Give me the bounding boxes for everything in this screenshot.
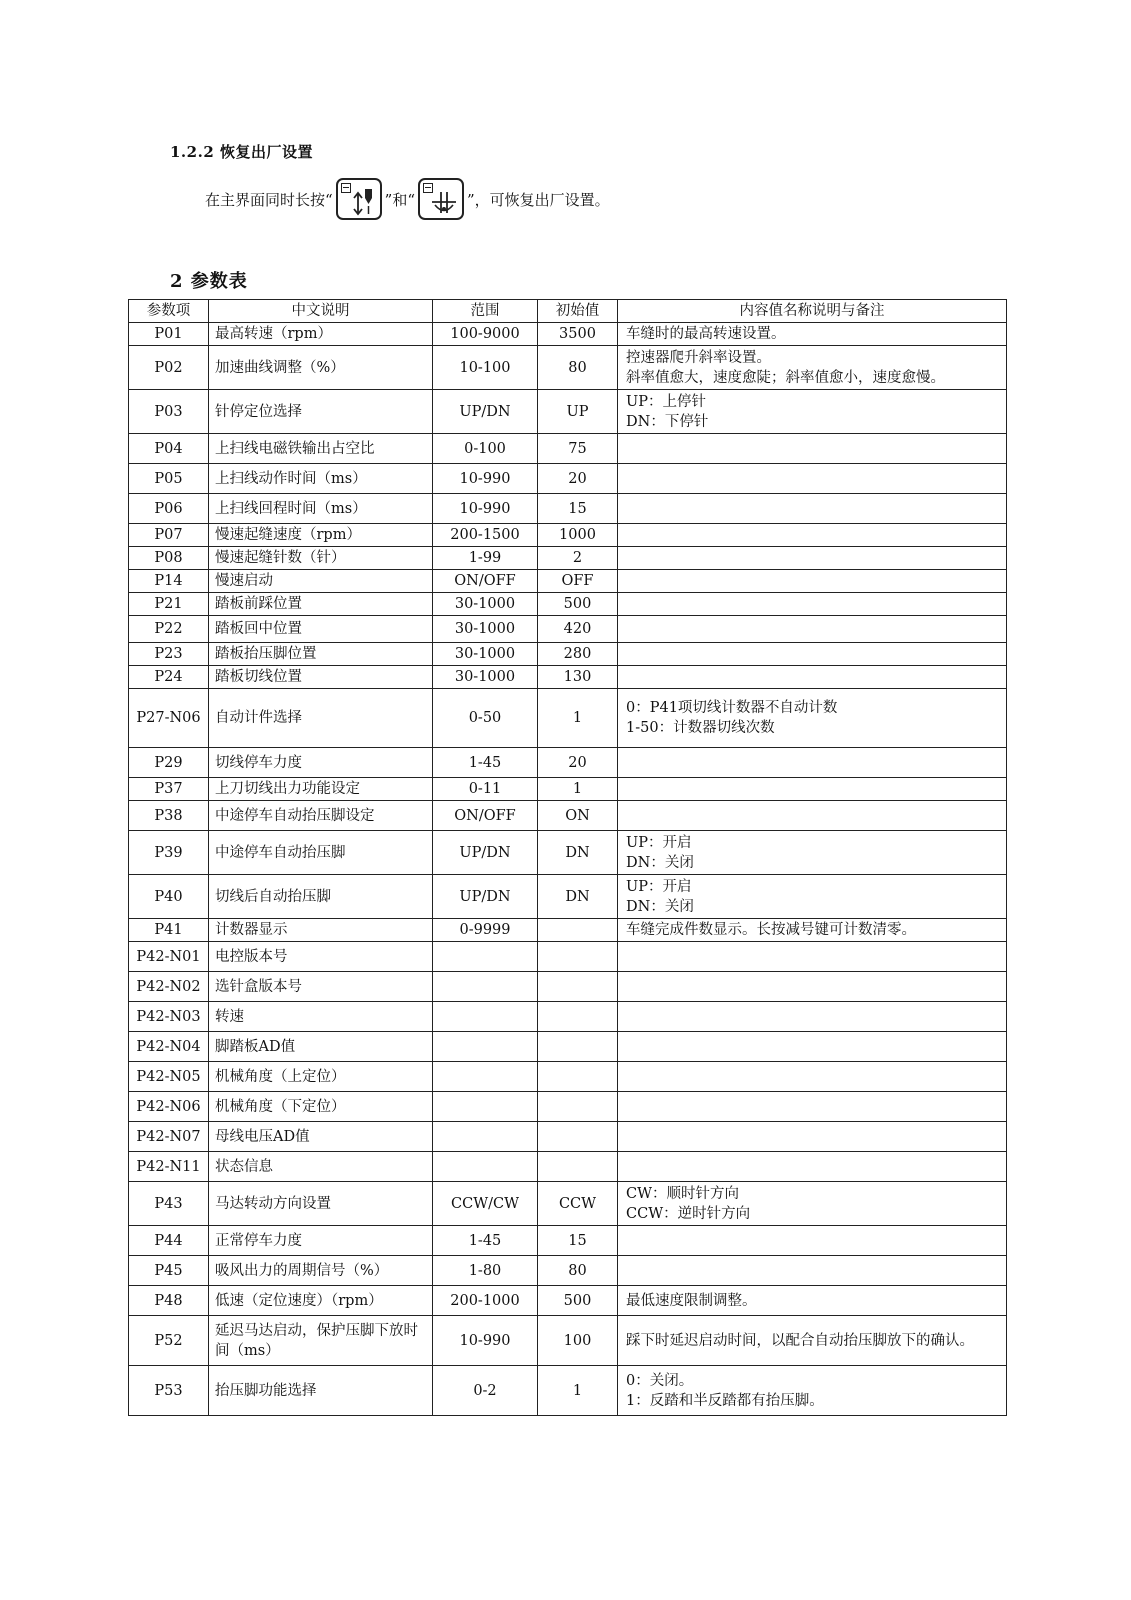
note-line: 踩下时延迟启动时间，以配合自动抬压脚放下的确认。 [626,1332,974,1349]
note-cell [618,524,1007,547]
note-cell [618,875,1007,919]
table-row [129,972,1007,1002]
range-cell: 10-990 [433,1316,538,1366]
table-header-row [129,300,1007,323]
description-cell: 最高转速（rpm） [209,323,433,346]
header-range: 范围 [433,300,538,323]
range-cell [433,1122,538,1152]
initial-value-cell [538,1062,618,1092]
initial-value-cell: 1 [538,689,618,748]
range-cell: 0-100 [433,434,538,464]
range-cell: UP/DN [433,831,538,875]
header-param: 参数项 [129,300,209,323]
initial-value-cell: ON [538,801,618,831]
note-cell [618,1002,1007,1032]
initial-value-cell: 75 [538,434,618,464]
table-row [129,1316,1007,1366]
description-cell: 转速 [209,1002,433,1032]
note-cell [618,434,1007,464]
initial-value-cell: 1 [538,1366,618,1416]
description-cell: 中途停车自动抬压脚 [209,831,433,875]
param-id-cell: P04 [129,434,209,464]
description-cell: 吸风出力的周期信号（%） [209,1256,433,1286]
initial-value-cell: 1 [538,778,618,801]
table-row [129,666,1007,689]
note-cell [618,1286,1007,1316]
table-row [129,593,1007,616]
initial-value-cell [538,972,618,1002]
table-row [129,1226,1007,1256]
table-row [129,801,1007,831]
note-cell [618,1092,1007,1122]
range-cell: 30-1000 [433,616,538,643]
note-cell [618,1182,1007,1226]
description-cell: 自动计件选择 [209,689,433,748]
note-cell [618,1316,1007,1366]
param-id-cell: P38 [129,801,209,831]
description-cell: 抬压脚功能选择 [209,1366,433,1416]
note-cell [618,643,1007,666]
note-cell [618,1226,1007,1256]
note-cell [618,494,1007,524]
description-cell: 上扫线回程时间（ms） [209,494,433,524]
note-line: DN：关闭 [626,898,694,915]
range-cell: 0-11 [433,778,538,801]
param-id-cell: P45 [129,1256,209,1286]
range-cell: ON/OFF [433,570,538,593]
note-cell [618,831,1007,875]
note-line: CCW：逆时针方向 [626,1205,751,1222]
initial-value-cell: 500 [538,1286,618,1316]
range-cell: 10-990 [433,494,538,524]
initial-value-cell: CCW [538,1182,618,1226]
param-id-cell: P01 [129,323,209,346]
description-cell: 切线后自动抬压脚 [209,875,433,919]
note-cell [618,1366,1007,1416]
range-cell: 10-100 [433,346,538,390]
description-cell: 计数器显示 [209,919,433,942]
param-id-cell: P14 [129,570,209,593]
initial-value-cell: 20 [538,748,618,778]
param-id-cell: P02 [129,346,209,390]
description-cell: 状态信息 [209,1152,433,1182]
param-id-cell: P37 [129,778,209,801]
table-body [129,323,1007,1416]
range-cell: 30-1000 [433,643,538,666]
param-id-cell: P42-N01 [129,942,209,972]
initial-value-cell: 3500 [538,323,618,346]
param-id-cell: P42-N07 [129,1122,209,1152]
presser-foot-key [418,178,464,220]
note-line: UP：开启 [626,878,692,895]
range-cell: 10-990 [433,464,538,494]
table-row [129,1182,1007,1226]
table-row [129,524,1007,547]
note-line: 斜率值愈大，速度愈陡；斜率值愈小，速度愈慢。 [626,369,945,386]
table-row [129,1122,1007,1152]
description-cell: 加速曲线调整（%） [209,346,433,390]
note-line: 车缝时的最高转速设置。 [626,326,786,342]
param-id-cell: P52 [129,1316,209,1366]
presser-foot-icon [420,180,466,222]
initial-value-cell: DN [538,831,618,875]
range-cell: 200-1000 [433,1286,538,1316]
range-cell: UP/DN [433,390,538,434]
note-cell [618,1256,1007,1286]
parameter-table [128,299,1007,1416]
initial-value-cell: 80 [538,1256,618,1286]
table-row [129,831,1007,875]
table-row [129,643,1007,666]
description-cell: 踏板切线位置 [209,666,433,689]
param-id-cell: P08 [129,547,209,570]
intro-suffix: ”，可恢复出厂设置。 [467,190,610,209]
initial-value-cell [538,1092,618,1122]
param-id-cell: P03 [129,390,209,434]
table-row [129,1256,1007,1286]
initial-value-cell: 500 [538,593,618,616]
description-cell: 机械角度（上定位） [209,1062,433,1092]
note-cell [618,464,1007,494]
header-description: 中文说明 [209,300,433,323]
range-cell [433,1062,538,1092]
table-row [129,434,1007,464]
note-cell [618,1152,1007,1182]
header-initial: 初始值 [538,300,618,323]
section-heading: 1.2.2 恢复出厂设置 [170,143,313,161]
param-id-cell: P07 [129,524,209,547]
note-cell [618,390,1007,434]
table-row [129,1002,1007,1032]
header-notes: 内容值名称说明与备注 [618,300,1007,323]
description-cell: 脚踏板AD值 [209,1032,433,1062]
table-row [129,875,1007,919]
param-id-cell: P44 [129,1226,209,1256]
description-cell: 踏板抬压脚位置 [209,643,433,666]
note-cell [618,593,1007,616]
initial-value-cell [538,1032,618,1062]
table-row [129,689,1007,748]
range-cell: 1-99 [433,547,538,570]
description-cell: 踏板前踩位置 [209,593,433,616]
note-line: 1：反踏和半反踏都有抬压脚。 [626,1392,824,1409]
table-row [129,1366,1007,1416]
description-cell: 延迟马达启动，保护压脚下放时间（ms） [209,1316,433,1366]
param-id-cell: P29 [129,748,209,778]
note-cell [618,666,1007,689]
range-cell [433,942,538,972]
param-id-cell: P43 [129,1182,209,1226]
param-id-cell: P42-N06 [129,1092,209,1122]
description-cell: 选针盒版本号 [209,972,433,1002]
description-cell: 马达转动方向设置 [209,1182,433,1226]
range-cell: 100-9000 [433,323,538,346]
note-cell [618,547,1007,570]
range-cell [433,1092,538,1122]
param-id-cell: P21 [129,593,209,616]
param-id-cell: P48 [129,1286,209,1316]
initial-value-cell [538,919,618,942]
note-cell [618,346,1007,390]
range-cell: 0-50 [433,689,538,748]
range-cell: CCW/CW [433,1182,538,1226]
note-line: UP：上停针 [626,393,706,410]
initial-value-cell: OFF [538,570,618,593]
range-cell [433,1152,538,1182]
note-line: 1-50：计数器切线次数 [626,720,775,736]
note-cell [618,748,1007,778]
note-cell [618,919,1007,942]
param-id-cell: P41 [129,919,209,942]
description-cell: 针停定位选择 [209,390,433,434]
table-row [129,494,1007,524]
table-row [129,1152,1007,1182]
initial-value-cell [538,1002,618,1032]
initial-value-cell: 15 [538,494,618,524]
param-id-cell: P27-N06 [129,689,209,748]
needle-up-down-key [336,178,382,220]
param-id-cell: P42-N02 [129,972,209,1002]
note-line: DN：关闭 [626,854,694,871]
initial-value-cell: 80 [538,346,618,390]
param-id-cell: P22 [129,616,209,643]
table-row [129,464,1007,494]
table-row [129,570,1007,593]
initial-value-cell: 20 [538,464,618,494]
initial-value-cell: DN [538,875,618,919]
description-cell: 上扫线动作时间（ms） [209,464,433,494]
intro-middle: ”和“ [384,190,416,209]
range-cell: ON/OFF [433,801,538,831]
param-id-cell: P42-N11 [129,1152,209,1182]
note-line: 最低速度限制调整。 [626,1292,757,1309]
description-cell: 机械角度（下定位） [209,1092,433,1122]
description-cell: 慢速起缝速度（rpm） [209,524,433,547]
description-cell: 中途停车自动抬压脚设定 [209,801,433,831]
note-cell [618,689,1007,748]
range-cell: 1-45 [433,1226,538,1256]
range-cell: 1-80 [433,1256,538,1286]
table-row [129,616,1007,643]
note-cell [618,1122,1007,1152]
range-cell [433,1002,538,1032]
note-line: DN：下停针 [626,413,709,430]
table-row [129,390,1007,434]
initial-value-cell: 280 [538,643,618,666]
table-row [129,346,1007,390]
initial-value-cell: 1000 [538,524,618,547]
table-row [129,919,1007,942]
range-cell: 30-1000 [433,593,538,616]
table-title: 2 参数表 [170,271,248,292]
table-row [129,1032,1007,1062]
description-cell: 上刀切线出力功能设定 [209,778,433,801]
note-cell [618,1062,1007,1092]
range-cell: 1-45 [433,748,538,778]
note-line: 0：关闭。 [626,1372,694,1389]
param-id-cell: P05 [129,464,209,494]
note-cell [618,972,1007,1002]
range-cell: 30-1000 [433,666,538,689]
note-line: CW：顺时针方向 [626,1185,739,1202]
description-cell: 踏板回中位置 [209,616,433,643]
initial-value-cell: 2 [538,547,618,570]
table-row [129,1286,1007,1316]
note-line: UP：开启 [626,834,692,851]
note-cell [618,1032,1007,1062]
initial-value-cell: 420 [538,616,618,643]
description-cell: 慢速启动 [209,570,433,593]
note-cell [618,942,1007,972]
initial-value-cell [538,1152,618,1182]
table-row [129,1092,1007,1122]
initial-value-cell: 130 [538,666,618,689]
description-cell: 上扫线电磁铁输出占空比 [209,434,433,464]
range-cell [433,972,538,1002]
needle-up-down-icon [338,180,384,222]
note-cell [618,570,1007,593]
table-row [129,942,1007,972]
note-line: 0：P41项切线计数器不自动计数 [626,700,838,716]
table-row [129,1062,1007,1092]
param-id-cell: P24 [129,666,209,689]
description-cell: 切线停车力度 [209,748,433,778]
range-cell: UP/DN [433,875,538,919]
note-cell [618,801,1007,831]
table-row [129,547,1007,570]
description-cell: 电控版本号 [209,942,433,972]
table-row [129,323,1007,346]
param-id-cell: P53 [129,1366,209,1416]
param-id-cell: P06 [129,494,209,524]
description-cell: 母线电压AD值 [209,1122,433,1152]
intro-paragraph [205,176,610,222]
param-id-cell: P40 [129,875,209,919]
initial-value-cell [538,1122,618,1152]
param-id-cell: P23 [129,643,209,666]
range-cell: 200-1500 [433,524,538,547]
description-cell: 正常停车力度 [209,1226,433,1256]
param-id-cell: P42-N05 [129,1062,209,1092]
initial-value-cell: 100 [538,1316,618,1366]
range-cell: 0-9999 [433,919,538,942]
description-cell: 慢速起缝针数（针） [209,547,433,570]
table-row [129,748,1007,778]
param-id-cell: P39 [129,831,209,875]
table-row [129,778,1007,801]
description-cell: 低速（定位速度）（rpm） [209,1286,433,1316]
note-line: 控速器爬升斜率设置。 [626,349,771,366]
note-cell [618,778,1007,801]
initial-value-cell: UP [538,390,618,434]
range-cell [433,1032,538,1062]
range-cell: 0-2 [433,1366,538,1416]
initial-value-cell [538,942,618,972]
param-id-cell: P42-N03 [129,1002,209,1032]
intro-prefix: 在主界面同时长按“ [205,190,333,209]
note-line: 车缝完成件数显示。长按减号键可计数清零。 [626,922,916,938]
note-cell [618,616,1007,643]
param-id-cell: P42-N04 [129,1032,209,1062]
initial-value-cell: 15 [538,1226,618,1256]
note-cell [618,323,1007,346]
